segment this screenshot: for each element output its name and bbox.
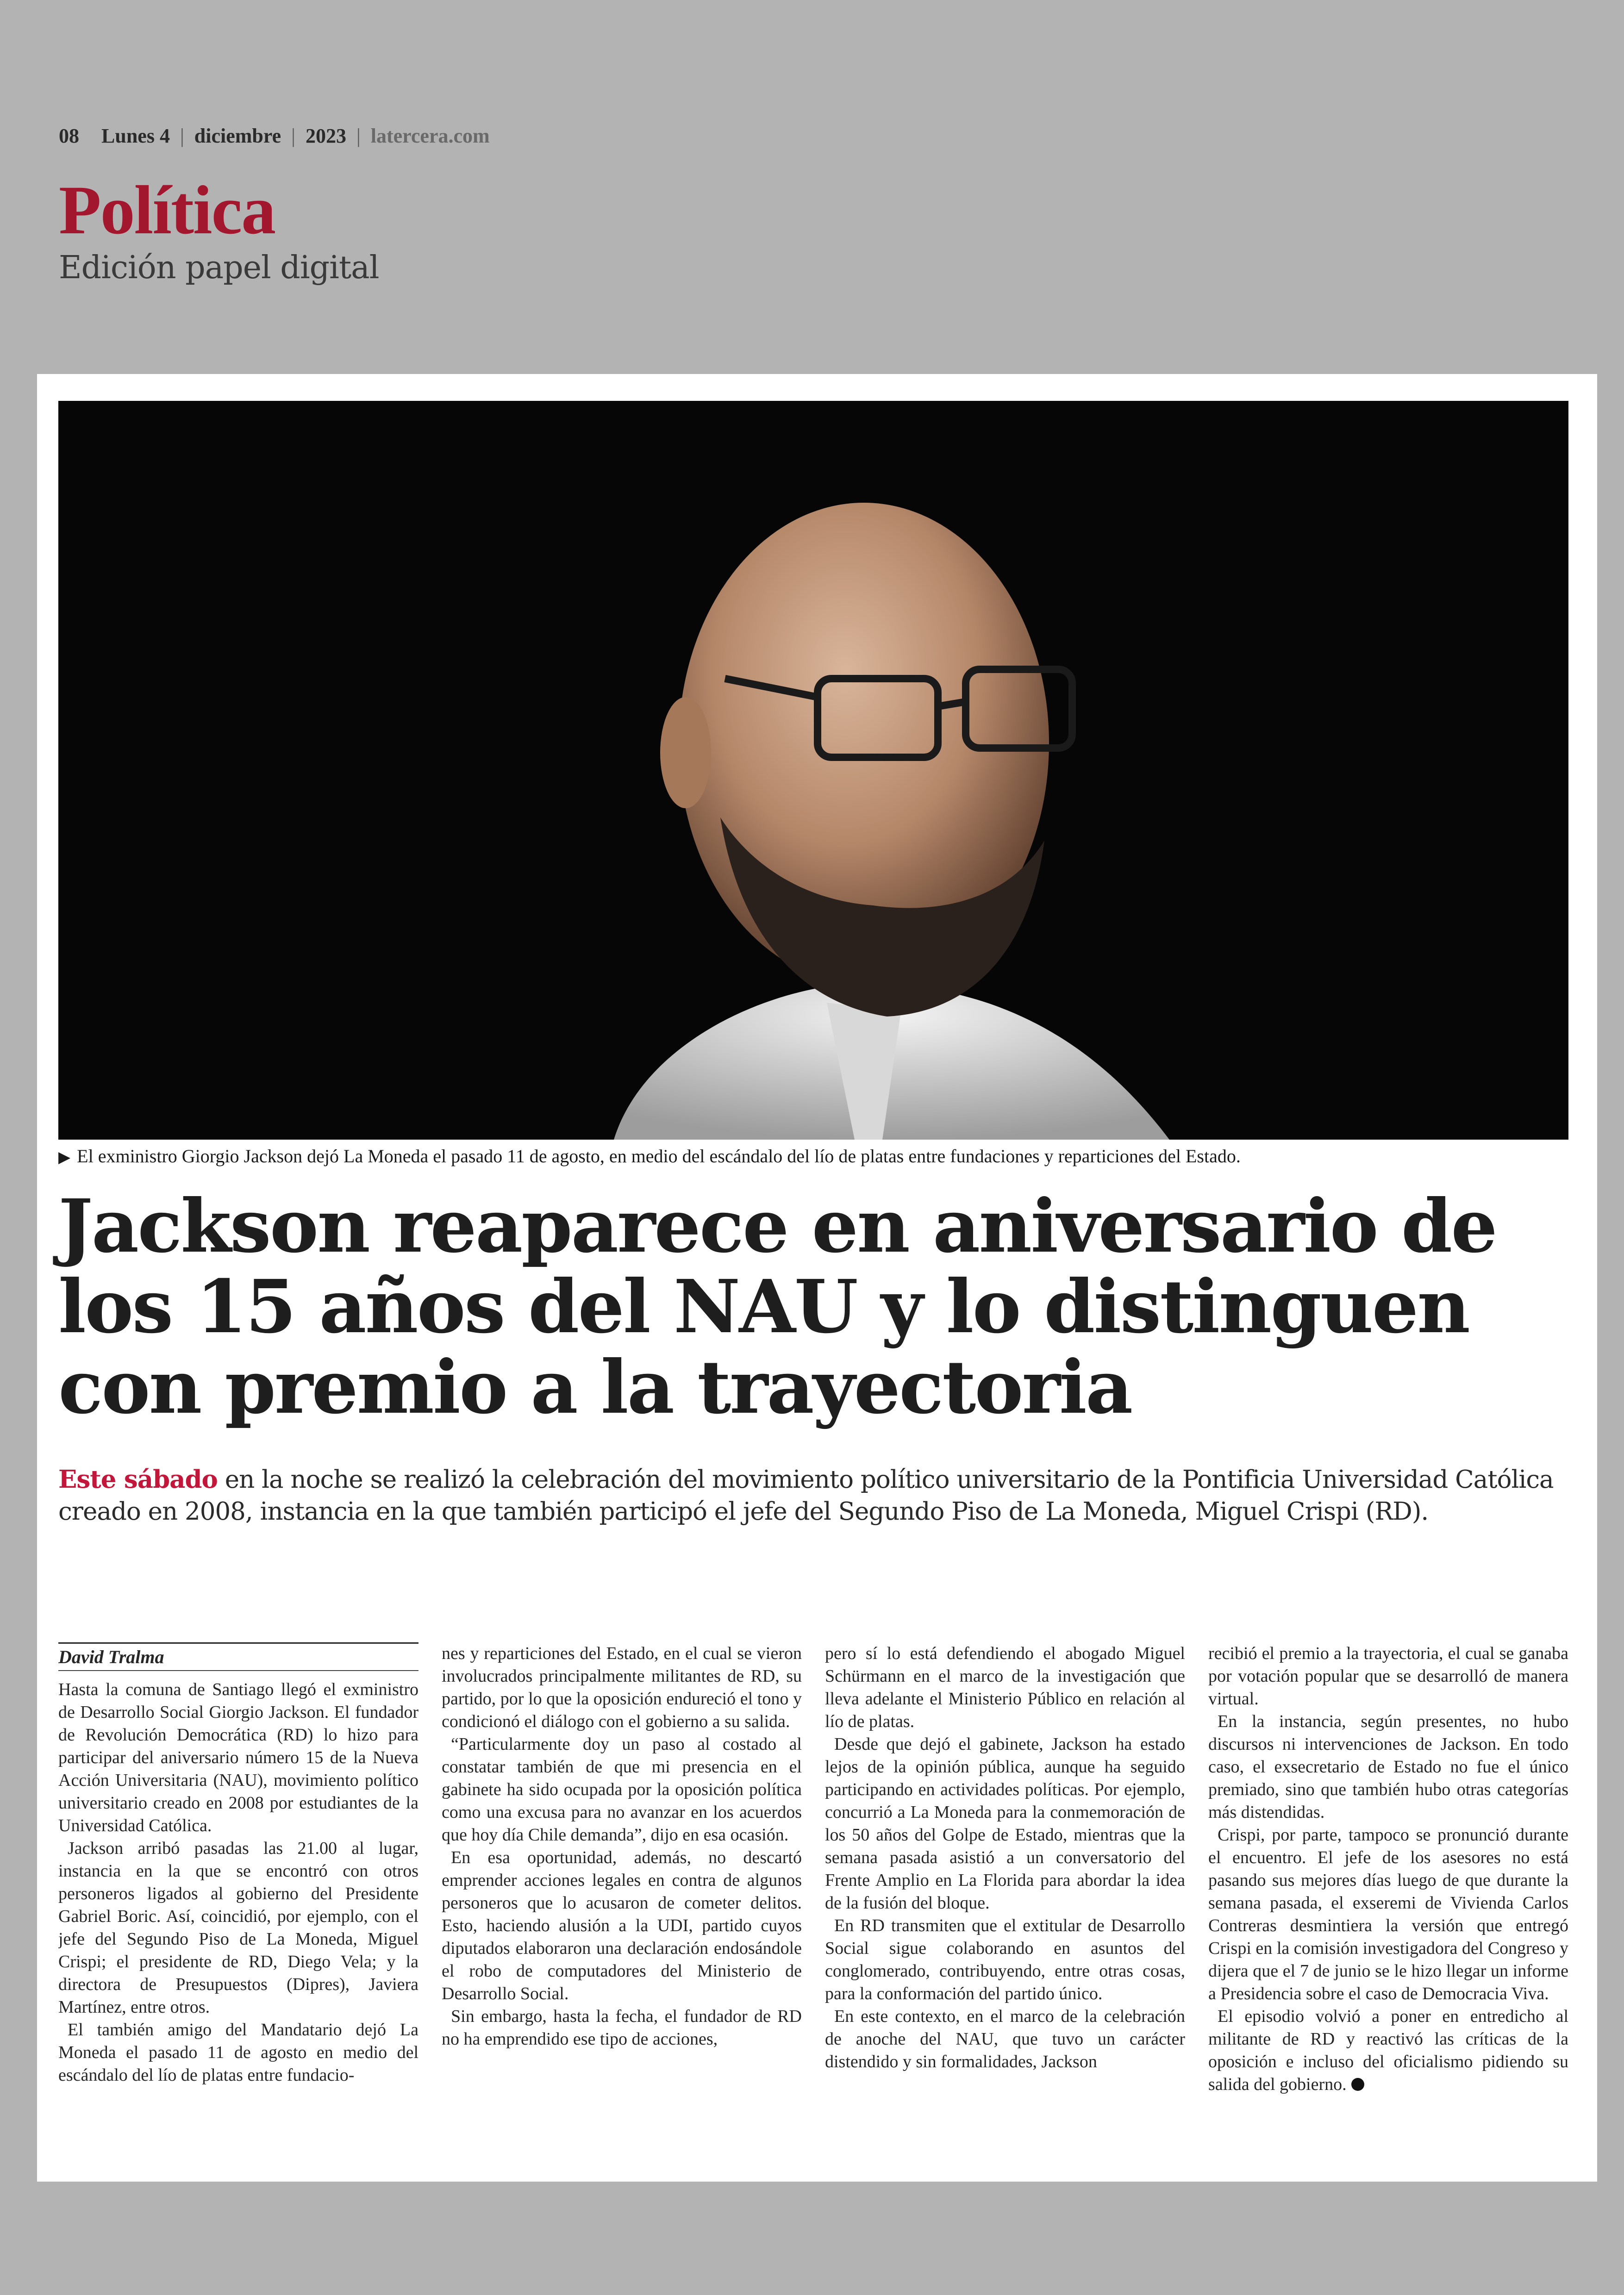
caption-arrow-icon: ▶	[58, 1149, 71, 1166]
paragraph-text: El episodio volvió a poner en entredicho al militante de RD y reactivó las críticas de la oposición e incluso del oficialismo pidiendo su salida del gobierno.	[1208, 2007, 1568, 2094]
caption-text: El exministro Giorgio Jackson dejó La Moneda el pasado 11 de agosto, en medio del escándalo del lío de platas entre fundaciones y reparticiones del Estado.	[77, 1146, 1241, 1166]
paragraph: nes y reparticiones del Estado, en el cual se vieron involucrados principalmente militantes de RD, su partido, por lo que la oposición endureció el tono y condicionó el diálogo con el gobierno a su salida.	[442, 1644, 802, 1731]
portrait-illustration	[58, 401, 1568, 1140]
paragraph: En esa oportunidad, además, no descartó emprender acciones legales en contra de algunos personeros que lo acusaron de cometer delitos. Esto, haciendo alusión a la UDI, partido cuyos diputados elaboraron una declaración endosándole el robo de computadores del Ministerio de Desarrollo Social.	[442, 1848, 802, 2003]
headline: Jackson reaparece en aniversario de los 15 años del NAU y lo distinguen con premio a la trayectoria	[58, 1184, 1496, 1430]
page-number: 08	[59, 125, 79, 147]
site-link[interactable]: latercera.com	[370, 125, 490, 147]
date-month: diciembre	[194, 125, 281, 147]
paragraph: El también amigo del Mandatario dejó La Moneda el pasado 11 de agosto en medio del escándalo del lío de platas entre fundacio-	[58, 2020, 418, 2085]
paragraph: En RD transmiten que el extitular de Desarrollo Social sigue colaborando en asuntos del conglomerado, contribuyendo, entre otras cosas, para la conformación del partido único.	[825, 1916, 1185, 2003]
paragraph: pero sí lo está defendiendo el abogado Miguel Schürmann en el marco de la investigación que lleva adelante el Ministerio Público en relación al lío de platas.	[825, 1644, 1185, 1731]
paragraph	[1208, 2005, 1568, 2096]
date-day: Lunes 4	[101, 125, 170, 147]
paragraph: Desde que dejó el gabinete, Jackson ha estado lejos de la opinión pública, aunque ha seguido participando en actividades políticas. Por ejemplo, concurrió a La Moneda para la conmemoración de los 50 años del Golpe de Estado, mientras que la semana pasada asistió a un conversatorio del Frente Amplio en La Florida para abordar la idea de la fusión del bloque.	[825, 1734, 1185, 1913]
paragraph: Hasta la comuna de Santiago llegó el exministro de Desarrollo Social Giorgio Jackson. El fundador de Revolución Democrática (RD) lo hizo para participar del aniversario número 15 de la Nueva Acción Universitaria (NAU), movimiento político universitario creado en 2008 por estudiantes de la Universidad Católica.	[58, 1680, 418, 1835]
date-line	[59, 124, 1568, 148]
paragraph: recibió el premio a la trayectoria, el cual se ganaba por votación popular que se desarrolló de manera virtual.	[1208, 1644, 1568, 1709]
lede-text: en la noche se realizó la celebración del movimiento político universitario de la Pontificia Universidad Católica creado en 2008, instancia en la que también participó el jefe del Segundo Piso de La Moneda, Miguel Crispi (RD).	[58, 1466, 1554, 1526]
separator: |	[356, 125, 361, 147]
date-year: 2023	[305, 125, 346, 147]
article-photo	[58, 401, 1568, 1140]
lede-kicker: Este sábado	[58, 1465, 218, 1494]
photo-caption	[58, 1145, 1568, 1167]
article-page	[37, 374, 1597, 2182]
separator: |	[180, 125, 184, 147]
masthead	[59, 124, 1568, 286]
edition-label: Edición papel digital	[59, 249, 379, 286]
byline: David Tralma	[58, 1642, 418, 1671]
paragraph: Sin embargo, hasta la fecha, el fundador de RD no ha emprendido ese tipo de acciones,	[442, 2007, 802, 2049]
paragraph: Crispi, por parte, tampoco se pronunció durante el encuentro. El jefe de los asesores no está pasando sus mejores días luego de que durante la semana pasada, el exseremi de Vivienda Carlos Contreras desmintiera la versión que entregó Crispi en la comisión investigadora del Congreso y dijera que el 7 de junio se le hizo llegar un informe a Presidencia sobre el caso de Democracia Viva.	[1208, 1825, 1568, 2003]
body-column-4	[1208, 1642, 1568, 2170]
article-body	[58, 1642, 1568, 2170]
section-title: Política	[59, 172, 275, 249]
paragraph: Jackson arribó pasadas las 21.00 al lugar, instancia en la que se encontró con otros personeros ligados al gobierno del Presidente Gabriel Boric. Así, coincidió, por ejemplo, con el jefe del Segundo Piso de La Moneda, Miguel Crispi; el presidente de RD, Diego Vela; y la directora de Presupuestos (Dipres), Javiera Martínez, entre otros.	[58, 1839, 418, 2017]
body-column-2	[442, 1642, 802, 2170]
separator: |	[291, 125, 295, 147]
paragraph: En la instancia, según presentes, no hubo discursos ni intervenciones de Jackson. En todo caso, el exsecretario de Estado no fue el único premiado, sino que también hubo otras categorías más distendidas.	[1208, 1712, 1568, 1822]
end-of-article-icon	[1351, 2078, 1364, 2091]
lede	[58, 1464, 1568, 1528]
paragraph: “Particularmente doy un paso al costado al constatar también de que mi presencia en el gabinete ha sido ocupada por la oposición política como una excusa para no avanzar en los acuerdos que hoy día Chile demanda”, dijo en esa ocasión.	[442, 1734, 802, 1845]
body-column-3	[825, 1642, 1185, 2170]
body-column-1	[58, 1642, 418, 2170]
paragraph: En este contexto, en el marco de la celebración de anoche del NAU, que tuvo un carácter distendido y sin formalidades, Jackson	[825, 2007, 1185, 2071]
